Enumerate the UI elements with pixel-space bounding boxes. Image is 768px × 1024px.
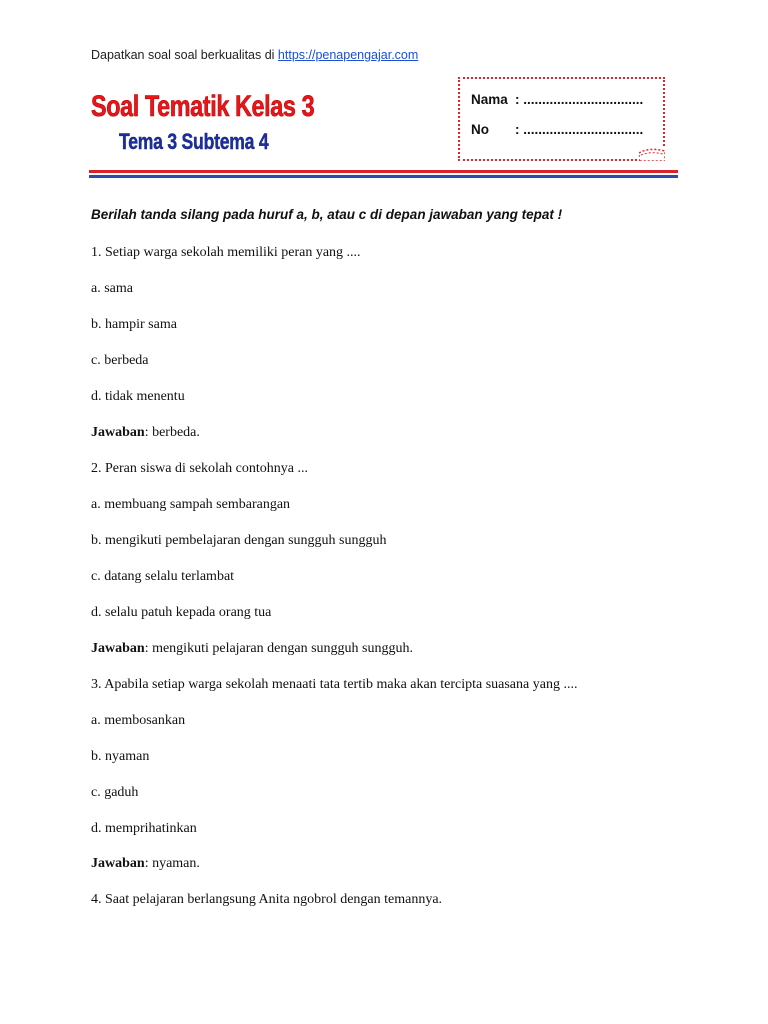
answer-label: Jawaban	[91, 641, 145, 656]
q2-option-a: a. membuang sampah sembarangan	[91, 497, 291, 512]
worksheet-title: Soal Tematik Kelas 3	[91, 90, 315, 123]
q3-option-a: a. membosankan	[91, 713, 186, 728]
page-curl-icon	[639, 147, 665, 161]
name-label: Nama	[471, 92, 508, 107]
q1-option-b: b. hampir sama	[91, 317, 177, 332]
question-1: 1. Setiap warga sekolah memiliki peran yang ....	[91, 245, 361, 260]
q1-option-c: c. berbeda	[91, 353, 149, 368]
question-2: 2. Peran siswa di sekolah contohnya ...	[91, 461, 308, 476]
q3-option-b: b. nyaman	[91, 749, 150, 764]
instruction-text: Berilah tanda silang pada huruf a, b, atau c di depan jawaban yang tepat !	[91, 207, 563, 222]
promo-text: Dapatkan soal soal berkualitas di	[91, 48, 278, 62]
number-label: No	[471, 122, 489, 137]
answer-label: Jawaban	[91, 856, 145, 871]
question-3: 3. Apabila setiap warga sekolah menaati tata tertib maka akan tercipta suasana yang ....	[91, 677, 578, 692]
q1-option-a: a. sama	[91, 281, 133, 296]
q2-answer	[91, 641, 413, 657]
q2-option-b: b. mengikuti pembelajaran dengan sungguh sungguh	[91, 533, 387, 548]
worksheet-subtitle: Tema 3 Subtema 4	[119, 129, 269, 154]
student-name-box	[458, 77, 665, 161]
answer-text: : berbeda.	[144, 425, 200, 440]
number-field[interactable]: : ................................	[515, 122, 644, 137]
promo-link[interactable]: https://penapengajar.com	[277, 48, 419, 62]
promo-line	[91, 48, 418, 62]
name-field[interactable]: : ................................	[515, 92, 644, 107]
header-divider-blue	[89, 175, 678, 178]
answer-text: : nyaman.	[144, 856, 200, 871]
q2-option-c: c. datang selalu terlambat	[91, 569, 235, 584]
answer-text: : mengikuti pelajaran dengan sungguh sungguh.	[144, 641, 413, 656]
q1-answer	[91, 425, 200, 441]
q3-option-c: c. gaduh	[91, 785, 139, 800]
number-row	[471, 122, 643, 137]
q1-option-d: d. tidak menentu	[91, 389, 185, 404]
q3-option-d: d. memprihatinkan	[91, 821, 197, 836]
header-divider-red	[89, 170, 678, 173]
q3-answer	[91, 856, 200, 872]
answer-label: Jawaban	[91, 425, 145, 440]
name-row	[471, 92, 643, 107]
q2-option-d: d. selalu patuh kepada orang tua	[91, 605, 272, 620]
question-4: 4. Saat pelajaran berlangsung Anita ngobrol dengan temannya.	[91, 892, 443, 907]
